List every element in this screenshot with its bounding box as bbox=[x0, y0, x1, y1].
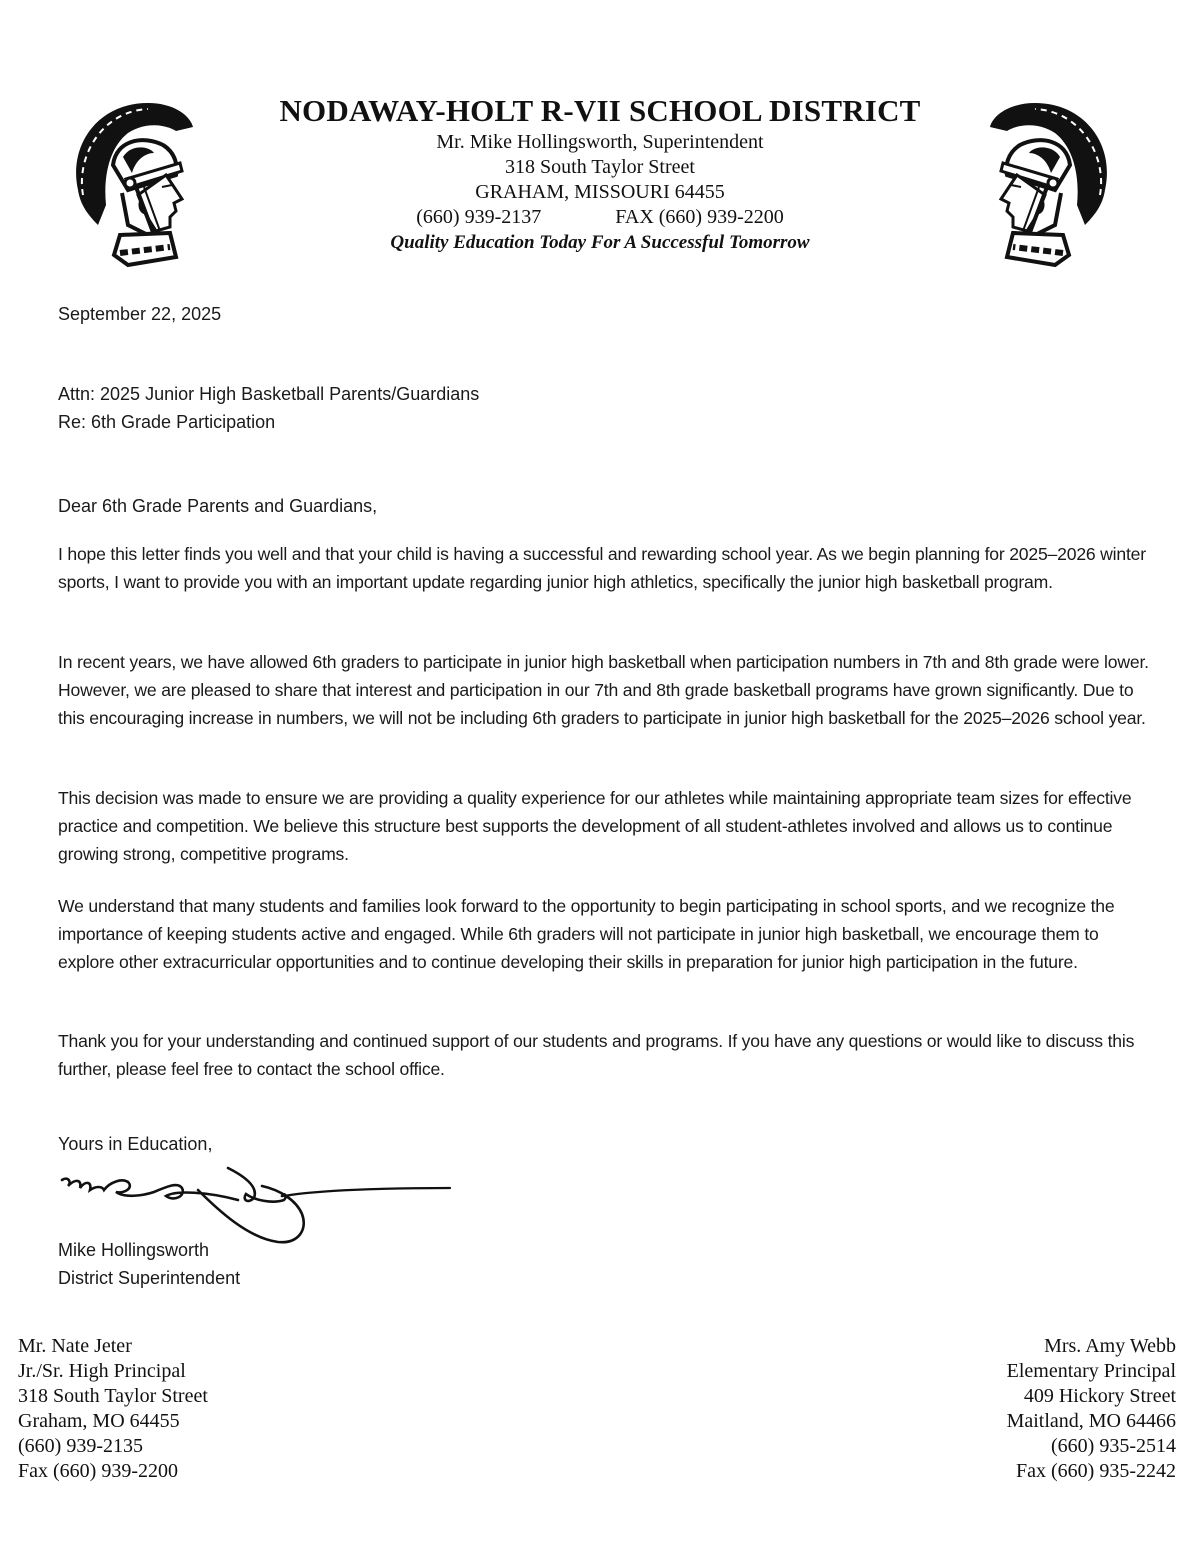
attn-line: Attn: 2025 Junior High Basketball Parents/Guardians bbox=[58, 384, 480, 404]
district-phone: (660) 939-2137 bbox=[416, 206, 542, 228]
signer-name: Mike Hollingsworth bbox=[58, 1240, 210, 1260]
signer-block bbox=[58, 1236, 240, 1292]
contact-fax: Fax (660) 935-2242 bbox=[1016, 1460, 1176, 1482]
letter-date: September 22, 2025 bbox=[58, 304, 222, 324]
district-fax: FAX (660) 939-2200 bbox=[615, 206, 784, 228]
body-paragraph: In recent years, we have allowed 6th graders to participate in junior high basketball when participation numbers in 7th and 8th grade were lower. However, we are pleased to share that interest and participation in our 7th and 8th grade basketball programs have grown significantly. Due to this encouraging increase in numbers, we will not be including 6th graders to participate in junior high basketball for the 2025–2026 school year. bbox=[58, 652, 1149, 728]
contact-name: Mrs. Amy Webb bbox=[1044, 1335, 1176, 1357]
re-line: Re: 6th Grade Participation bbox=[58, 412, 276, 432]
contact-phone: (660) 939-2135 bbox=[18, 1435, 143, 1457]
district-name: NODAWAY-HOLT R-VII SCHOOL DISTRICT bbox=[279, 93, 921, 128]
trojan-helmet-logo-icon bbox=[58, 95, 198, 270]
contact-title: Elementary Principal bbox=[1006, 1360, 1176, 1382]
contact-city: Graham, MO 64455 bbox=[18, 1410, 180, 1432]
body-paragraph: Thank you for your understanding and continued support of our students and programs. If you have any questions or would like to discuss this further, please feel free to contact the school office. bbox=[58, 1031, 1135, 1079]
contact-name: Mr. Nate Jeter bbox=[18, 1335, 132, 1357]
footer-contact-left bbox=[18, 1334, 208, 1484]
closing: Yours in Education, bbox=[58, 1134, 213, 1154]
district-street: 318 South Taylor Street bbox=[505, 156, 695, 178]
superintendent-line: Mr. Mike Hollingsworth, Superintendent bbox=[436, 131, 764, 153]
footer-contact-right bbox=[1007, 1334, 1176, 1484]
letterhead bbox=[250, 92, 950, 256]
contact-street: 318 South Taylor Street bbox=[18, 1385, 208, 1407]
body-paragraph: I hope this letter finds you well and that your child is having a successful and rewarding school year. As we begin planning for 2025–2026 winter sports, I want to provide you with an important update regarding junior high athletics, specifically the junior high basketball program. bbox=[58, 544, 1146, 592]
body-paragraph: This decision was made to ensure we are providing a quality experience for our athletes while maintaining appropriate team sizes for effective practice and competition. We believe this structure best supports the development of all student-athletes involved and allows us to continue growing strong, competitive programs. bbox=[58, 788, 1132, 864]
signer-title: District Superintendent bbox=[58, 1268, 241, 1288]
district-motto: Quality Education Today For A Successful Tomorrow bbox=[390, 232, 810, 253]
trojan-helmet-logo-icon bbox=[985, 95, 1125, 270]
contact-title: Jr./Sr. High Principal bbox=[18, 1360, 186, 1382]
contact-phone: (660) 935-2514 bbox=[1051, 1435, 1176, 1457]
district-phones bbox=[250, 205, 950, 230]
district-city: GRAHAM, MISSOURI 64455 bbox=[475, 181, 725, 203]
contact-fax: Fax (660) 939-2200 bbox=[18, 1460, 178, 1482]
contact-street: 409 Hickory Street bbox=[1023, 1385, 1176, 1407]
salutation: Dear 6th Grade Parents and Guardians, bbox=[58, 496, 378, 516]
letter-recipient-block bbox=[58, 380, 479, 436]
contact-city: Maitland, MO 64466 bbox=[1006, 1410, 1176, 1432]
body-paragraph: We understand that many students and families look forward to the opportunity to begin participating in school sports, and we recognize the importance of keeping students active and engaged. While 6th graders will not participate in junior high basketball, we encourage them to explore other extracurricular opportunities and to continue developing their skills in preparation for junior high participation in the future. bbox=[58, 896, 1115, 972]
